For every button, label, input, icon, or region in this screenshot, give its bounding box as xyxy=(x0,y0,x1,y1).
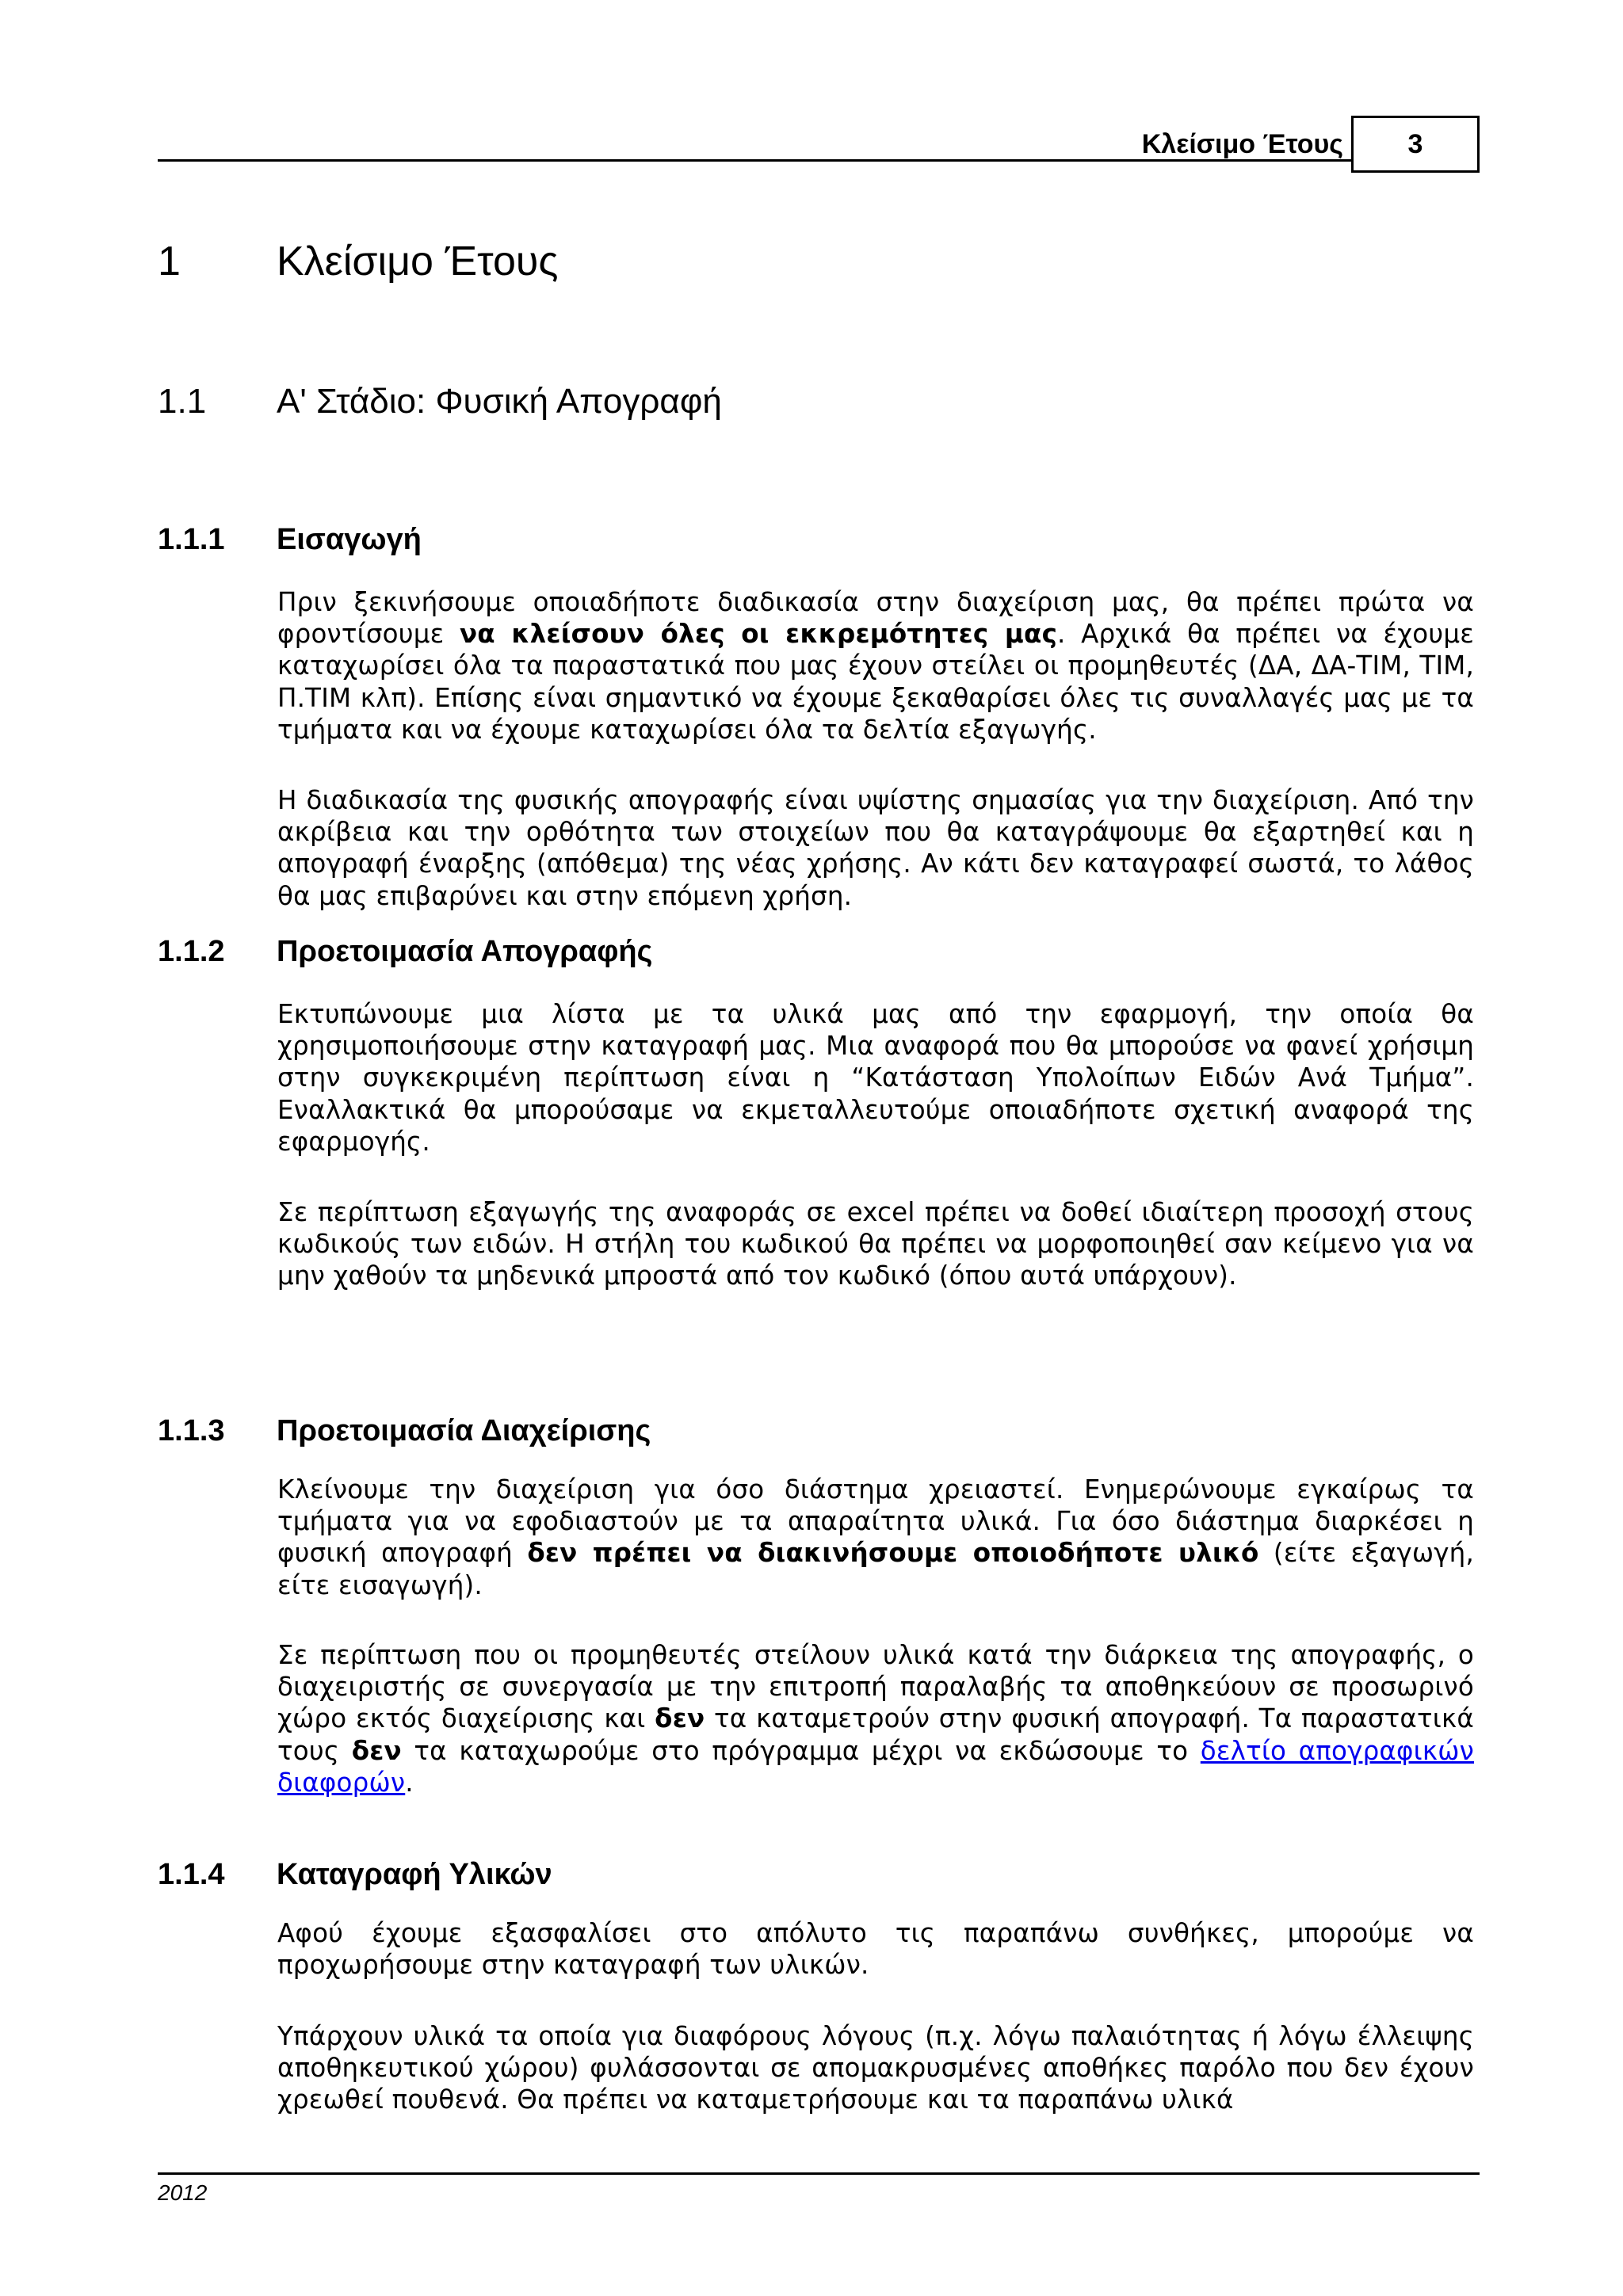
paragraph-record-1: Αφού έχουμε εξασφαλίσει στο απόλυτο τις παραπάνω συνθήκες, μπορούμε να προχωρήσουμε στην καταγραφή των υλικών. xyxy=(277,1918,1474,1981)
heading-1-1-3 xyxy=(158,1414,651,1448)
header-title: Κλείσιμο Έτους xyxy=(1141,129,1343,159)
text-run: . Αρχικά θα πρέπει να έχουμε καταχωρίσει όλα τα παραστατικά που μας έχουν στείλει οι προμηθευτές (ΔΑ, ΔΑ-ΤΙΜ, ΤΙΜ, Π.ΤΙΜ κλπ). Επίσης είναι σημαντικό να έχουμε ξεκαθαρίσει όλες τις συναλλαγές μας με τα τμήματα και να έχουμε καταχωρίσει όλα τα δελτία εξαγωγής. xyxy=(277,619,1475,745)
heading-1-1-2-number: 1.1.2 xyxy=(158,935,225,968)
heading-1-1-3-title: Προετοιμασία Διαχείρισης xyxy=(277,1414,651,1447)
heading-1-number: 1 xyxy=(158,238,181,284)
footer-year: 2012 xyxy=(158,2180,208,2205)
heading-1-1-4-number: 1.1.4 xyxy=(158,1858,225,1891)
bold-text: να κλείσουν όλες οι εκκρεμότητες μας xyxy=(459,619,1058,650)
heading-1-1-title: Α' Στάδιο: Φυσική Απογραφή xyxy=(277,382,722,421)
page-header xyxy=(158,116,1480,176)
text-run: τα καταχωρούμε στο πρόγραμμα μέχρι να εκδώσουμε το xyxy=(401,1735,1201,1766)
heading-1 xyxy=(158,238,558,285)
heading-1-title: Κλείσιμο Έτους xyxy=(277,238,559,284)
heading-1-1-1-number: 1.1.1 xyxy=(158,523,225,556)
text-run: (είτε εξαγωγή, είτε εισαγωγή). xyxy=(277,1538,1474,1600)
page-number-box xyxy=(1351,116,1480,173)
paragraph-intro-2: Η διαδικασία της φυσικής απογραφής είναι υψίστης σημασίας για την διαχείριση. Από την ακρίβεια και την ορθότητα των στοιχείων που θα καταγράψουμε θα εξαρτηθεί και η απογραφή έναρξης (απόθεμα) της νέας χρήσης. Αν κάτι δεν καταγραφεί σωστά, το λάθος θα μας επιβαρύνει και στην επόμενη χρήση. xyxy=(277,785,1474,911)
heading-1-1-4 xyxy=(158,1858,552,1892)
heading-1-1-3-number: 1.1.3 xyxy=(158,1414,225,1447)
paragraph-prep-1: Εκτυπώνουμε μια λίστα με τα υλικά μας από την εφαρμογή, την οποία θα χρησιμοποιήσουμε στην καταγραφή μας. Μια αναφορά που θα μπορούσε να φανεί χρήσιμη στην συγκεκριμένη περίπτωση είναι η “Κατάσταση Υπολοίπων Ειδών Ανά Τμήμα”. Εναλλακτικά θα μπορούσαμε να εκμεταλλευτούμε οποιαδήποτε σχετική αναφορά της εφαρμογής. xyxy=(277,999,1474,1157)
bold-text: δεν πρέπει να διακινήσουμε οποιοδήποτε υλικό xyxy=(527,1538,1259,1569)
heading-1-1-2 xyxy=(158,935,652,969)
heading-1-1-number: 1.1 xyxy=(158,382,207,421)
footer-rule xyxy=(158,2172,1480,2175)
heading-1-1-4-title: Καταγραφή Υλικών xyxy=(277,1858,552,1891)
text-run: τα καταμετρούν στην φυσική απογραφή. Τα παραστατικά τους xyxy=(277,1703,1474,1766)
text-run: Κλείνουμε την διαχείριση για όσο διάστημα χρειαστεί. Ενημερώνουμε εγκαίρως τα τμήματα για να εφοδιαστούν με τα απαραίτητα υλικά. Για όσο διάστημα διαρκέσει η φυσική απογραφή xyxy=(277,1474,1474,1569)
bold-text: δεν xyxy=(351,1735,402,1766)
paragraph-admin-2 xyxy=(277,1639,1474,1798)
paragraph-prep-2: Σε περίπτωση εξαγωγής της αναφοράς σε excel πρέπει να δοθεί ιδιαίτερη προσοχή στους κωδικούς των ειδών. Η στήλη του κωδικού θα πρέπει να μορφοποιηθεί σαν κείμενο για να μην χαθούν τα μηδενικά μπροστά από τον κωδικό (όπου αυτά υπάρχουν). xyxy=(277,1197,1474,1291)
bold-text: δεν xyxy=(655,1703,705,1734)
text-run: Σε περίπτωση που οι προμηθευτές στείλουν υλικά κατά την διάρκεια της απογραφής, ο διαχειριστής σε συνεργασία με την επιτροπή παραλαβής τα αποθηκεύουν σε προσωρινό χώρο εκτός διαχείρισης και xyxy=(277,1640,1474,1734)
paragraph-intro-1 xyxy=(277,586,1474,746)
page-number: 3 xyxy=(1407,128,1423,159)
heading-1-1-1-title: Εισαγωγή xyxy=(277,523,422,556)
heading-1-1-1 xyxy=(158,523,422,557)
heading-1-1 xyxy=(158,382,722,421)
text-run: Πριν ξεκινήσουμε οποιαδήποτε διαδικασία στην διαχείριση μας, θα πρέπει πρώτα να φροντίσουμε xyxy=(277,587,1474,650)
inventory-differences-link[interactable]: δελτίο απογραφικών διαφορών xyxy=(277,1735,1474,1798)
paragraph-admin-1 xyxy=(277,1474,1474,1601)
text-run: . xyxy=(405,1767,414,1798)
heading-1-1-2-title: Προετοιμασία Απογραφής xyxy=(277,935,653,968)
paragraph-record-2: Υπάρχουν υλικά τα οποία για διαφόρους λόγους (π.χ. λόγω παλαιότητας ή λόγω έλλειψης αποθηκευτικού χώρου) φυλάσσονται σε απομακρυσμένες αποθήκες παρόλο που δεν έχουν χρεωθεί πουθενά. Θα πρέπει να καταμετρήσουμε και τα παραπάνω υλικά xyxy=(277,2021,1474,2115)
